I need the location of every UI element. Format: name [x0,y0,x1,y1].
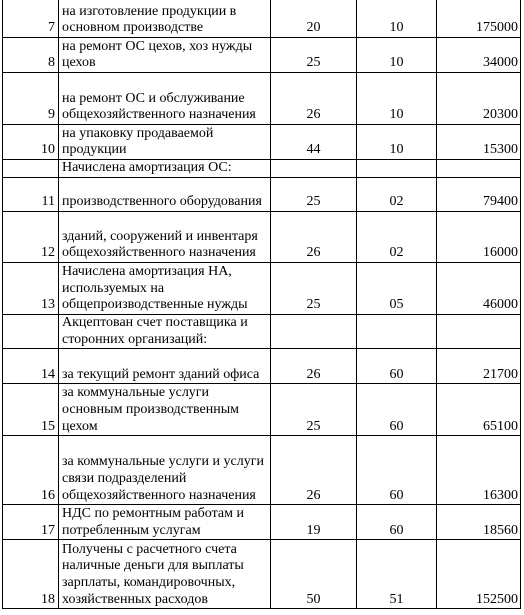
description-cell: Получены с расчетного счета наличные деньги для выплаты зарплаты, командировочных, хозяйственных расходов [59,540,271,609]
description-cell: на упаковку продаваемой продукции [59,125,271,160]
row-number-cell: 14 [3,349,59,384]
debit-account-cell: 50 [271,540,357,609]
debit-account-cell: 20 [271,0,357,38]
credit-account-cell: 02 [357,212,437,263]
amount-cell: 34000 [437,38,521,73]
table-row [3,178,521,212]
amount-cell: 15300 [437,125,521,160]
credit-account-cell: 51 [357,540,437,609]
credit-account-cell: 60 [357,505,437,540]
credit-cell [357,315,437,349]
row-number-cell: 7 [3,0,59,38]
row-number-cell: 12 [3,212,59,263]
description-cell: производственного оборудования [59,178,271,212]
table-row [3,540,521,609]
amount-cell: 21700 [437,349,521,384]
description-cell: на изготовление продукции в основном производстве [59,0,271,38]
credit-cell [357,160,437,178]
debit-account-cell: 26 [271,436,357,505]
amount-cell: 16300 [437,436,521,505]
row-number-cell: 9 [3,73,59,125]
amount-cell [437,160,521,178]
credit-account-cell: 10 [357,125,437,160]
credit-account-cell: 02 [357,178,437,212]
description-cell: зданий, сооружений и инвентаря общехозяйственного назначения [59,212,271,263]
description-cell: за коммунальные услуги основным производственным цехом [59,384,271,436]
amount-cell: 20300 [437,73,521,125]
amount-cell: 79400 [437,178,521,212]
credit-account-cell: 10 [357,38,437,73]
debit-account-cell: 44 [271,125,357,160]
transactions-table [2,0,521,609]
description-cell: на ремонт ОС цехов, хоз нужды цехов [59,38,271,73]
table-row [3,384,521,436]
credit-account-cell: 60 [357,436,437,505]
section-header-text: Акцептован счет поставщика и сторонних организаций: [59,315,271,349]
section-header-row [3,315,521,349]
amount-cell: 65100 [437,384,521,436]
debit-account-cell: 25 [271,384,357,436]
description-cell: НДС по ремонтным работам и потребленным услугам [59,505,271,540]
table-row [3,349,521,384]
row-number-cell: 11 [3,178,59,212]
description-cell: на ремонт ОС и обслуживание общехозяйственного назначения [59,73,271,125]
row-number-cell [3,315,59,349]
debit-account-cell: 26 [271,349,357,384]
row-number-cell [3,160,59,178]
description-cell: за коммунальные услуги и услуги связи подразделений общехозяйственного назначения [59,436,271,505]
debit-account-cell: 25 [271,178,357,212]
table-row [3,38,521,73]
table-row [3,212,521,263]
section-header-row [3,160,521,178]
credit-account-cell: 60 [357,384,437,436]
debit-cell [271,315,357,349]
debit-account-cell: 25 [271,38,357,73]
amount-cell: 46000 [437,263,521,315]
debit-account-cell: 25 [271,263,357,315]
row-number-cell: 13 [3,263,59,315]
amount-cell: 16000 [437,212,521,263]
table-row [3,505,521,540]
description-cell: Начислена амортизация НА, используемых на общепроизводственные нужды [59,263,271,315]
debit-cell [271,160,357,178]
table-row [3,125,521,160]
amount-cell: 152500 [437,540,521,609]
table-row [3,0,521,38]
debit-account-cell: 26 [271,212,357,263]
amount-cell: 175000 [437,0,521,38]
credit-account-cell: 05 [357,263,437,315]
amount-cell: 18560 [437,505,521,540]
credit-account-cell: 60 [357,349,437,384]
section-header-text: Начислена амортизация ОС: [59,160,271,178]
row-number-cell: 16 [3,436,59,505]
row-number-cell: 18 [3,540,59,609]
table-row [3,436,521,505]
table-row [3,73,521,125]
amount-cell [437,315,521,349]
credit-account-cell: 10 [357,73,437,125]
row-number-cell: 8 [3,38,59,73]
row-number-cell: 17 [3,505,59,540]
table-row [3,263,521,315]
credit-account-cell: 10 [357,0,437,38]
description-cell: за текущий ремонт зданий офиса [59,349,271,384]
row-number-cell: 10 [3,125,59,160]
debit-account-cell: 19 [271,505,357,540]
row-number-cell: 15 [3,384,59,436]
debit-account-cell: 26 [271,73,357,125]
